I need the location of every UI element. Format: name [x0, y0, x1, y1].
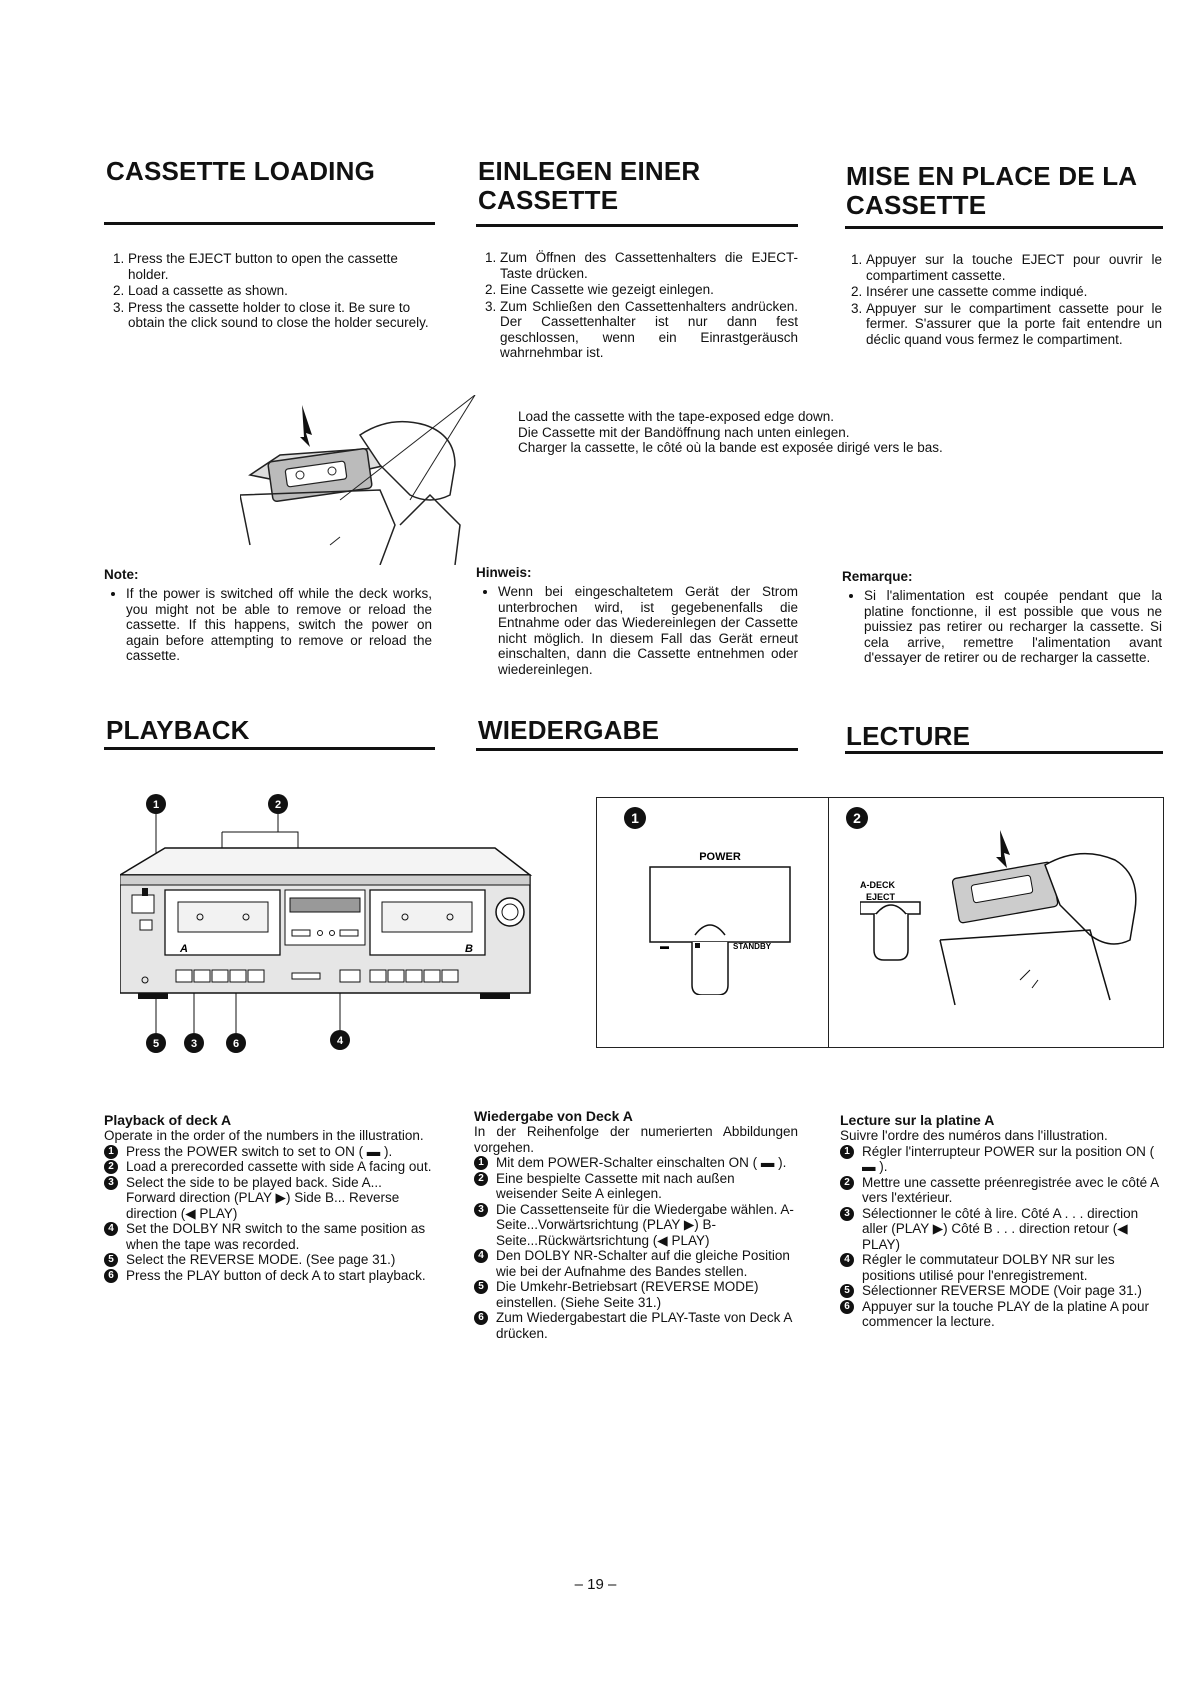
list-item: 3 Sélectionner le côté à lire. Côté A . . . direction aller (PLAY ▶) Côté B . . . direction retour (◀ PLAY) — [840, 1206, 1162, 1253]
svg-text:6: 6 — [232, 1038, 240, 1050]
list-item: 2. Load a cassette as shown. — [128, 283, 434, 299]
title-rule-en — [104, 222, 435, 225]
title-lecture: LECTURE — [846, 721, 971, 751]
deck-a-label: A — [180, 943, 188, 955]
callout-4-icon — [330, 1030, 350, 1050]
page-number: – 19 – — [574, 1576, 617, 1593]
panel-1-badge: 1 — [624, 807, 646, 829]
step-5-icon: 5 — [474, 1280, 488, 1294]
list-item: 3 Die Cassettenseite für die Wiedergabe wählen. A-Seite...Vorwärtsrichtung (PLAY ▶) B-Seite...Rückwärtsrichtung (◀ PLAY) — [474, 1202, 798, 1249]
list-item: 1 Régler l'interrupteur POWER sur la position ON ( ▬ ). — [840, 1144, 1162, 1175]
callout-3-icon — [184, 1033, 204, 1053]
list-item: 4 Den DOLBY NR-Schalter auf die gleiche Position wie bei der Aufnahme des Bandes stellen. — [474, 1248, 798, 1279]
title-einlegen-einer-cassette: EINLEGEN EINER CASSETTE — [478, 156, 701, 215]
finger-icon — [692, 942, 728, 995]
step-3-icon: 3 — [104, 1176, 118, 1190]
list-item: 1. Zum Öffnen des Cassettenhalters die EJECT-Taste drücken. — [500, 250, 798, 281]
down-arrow-icon — [996, 830, 1010, 868]
standby-label: STANDBY — [733, 942, 772, 951]
callout-2-icon — [268, 794, 288, 814]
caption-line-fr: Charger la cassette, le côté où la bande est exposée dirigé vers le bas. — [518, 440, 943, 455]
playback-fr — [840, 1112, 1162, 1330]
callout-1-icon — [146, 794, 166, 814]
panel-2-badge: 2 — [846, 807, 868, 829]
svg-text:1: 1 — [152, 799, 160, 811]
list-item: 4 Régler le commutateur DOLBY NR sur les positions utilisé pour l'enregistrement. — [840, 1252, 1162, 1283]
playback-en — [104, 1112, 432, 1283]
list-item: 5 Select the REVERSE MODE. (See page 31.) — [104, 1252, 432, 1268]
list-item: 2. Insérer une cassette comme indiqué. — [866, 284, 1162, 300]
step-4-icon: 4 — [474, 1249, 488, 1263]
title-rule-de — [476, 748, 798, 751]
svg-text:5: 5 — [152, 1038, 160, 1050]
playback-intro: Suivre l'ordre des numéros dans l'illustration. — [840, 1128, 1108, 1143]
loading-steps-fr — [842, 252, 1162, 348]
note-fr — [842, 569, 1162, 666]
list-item: 1. Appuyer sur la touche EJECT pour ouvrir le compartiment cassette. — [866, 252, 1162, 283]
loading-steps-en — [104, 251, 434, 332]
list-item: 3. Press the cassette holder to close it. Be sure to obtain the click sound to close the holder securely. — [128, 300, 434, 331]
a-deck-label: A-DECK — [860, 880, 895, 890]
list-item: 1 Press the POWER switch to set to ON ( ▬ ). — [104, 1144, 432, 1160]
caption-line-de: Die Cassette mit der Bandöffnung nach unten einlegen. — [518, 424, 850, 440]
step-3-icon: 3 — [474, 1203, 488, 1217]
title-rule-fr — [845, 751, 1163, 754]
list-item: 3. Zum Schließen den Cassettenhalters andrücken. Der Cassettenhalter ist nur dann fest geschlossen, wenn ein Einrastgeräusch wahrnehmbar ist. — [500, 299, 798, 361]
step-4-icon: 4 — [840, 1253, 854, 1267]
note-en — [104, 567, 432, 664]
playback-subheading: Lecture sur la platine A — [840, 1112, 995, 1128]
list-item: 5 Die Umkehr-Betriebsart (REVERSE MODE) einstellen. (Siehe Seite 31.) — [474, 1279, 798, 1310]
step-2-icon: 2 — [840, 1176, 854, 1190]
list-item: 4 Set the DOLBY NR switch to the same position as when the tape was recorded. — [104, 1221, 432, 1252]
power-switch-illustration — [640, 845, 800, 995]
level-knob-icon — [496, 898, 524, 926]
svg-text:4: 4 — [336, 1035, 344, 1047]
title-playback: PLAYBACK — [106, 715, 250, 745]
cassette-loading-illustration — [240, 395, 520, 565]
power-label: POWER — [699, 851, 741, 863]
list-item: 5 Sélectionner REVERSE MODE (Voir page 31.) — [840, 1283, 1162, 1299]
playback-de — [474, 1108, 798, 1341]
playback-subheading: Playback of deck A — [104, 1112, 232, 1128]
caption-line-en: Load the cassette with the tape-exposed edge down. — [518, 409, 834, 424]
list-item: 6 Zum Wiedergabestart die PLAY-Taste von Deck A drücken. — [474, 1310, 798, 1341]
finger-icon — [874, 914, 908, 960]
playback-subheading: Wiedergabe von Deck A — [474, 1108, 633, 1124]
illustration-caption — [518, 409, 1078, 456]
list-item: 3 Select the side to be played back. Side A... Forward direction (PLAY ▶) Side B... Reverse direction (◀ PLAY) — [104, 1175, 432, 1222]
eject-illustration — [860, 830, 1150, 1010]
playback-intro: In der Reihenfolge der numerierten Abbildungen vorgehen. — [474, 1124, 798, 1155]
step-6-icon: 6 — [104, 1269, 118, 1283]
list-item: 2 Load a prerecorded cassette with side A facing out. — [104, 1159, 432, 1175]
eject-label: EJECT — [866, 892, 896, 902]
svg-text:3: 3 — [190, 1038, 198, 1050]
list-item: 2. Eine Cassette wie gezeigt einlegen. — [500, 282, 798, 298]
step-1-icon: 1 — [840, 1145, 854, 1159]
note-heading: Remarque: — [842, 569, 913, 584]
note-text: • If the power is switched off while the deck works, you might not be able to remove or reload the cassette. If this happens, switch the power on again before attempting to remove or reload the cassette. — [126, 586, 432, 664]
list-item: 3. Appuyer sur le compartiment cassette pour le fermer. S'assurer que la porte fait entendre un déclic quand vous fermez le compartiment. — [866, 301, 1162, 348]
callout-6-icon — [226, 1033, 246, 1053]
list-item: 6 Appuyer sur la touche PLAY de la platine A pour commencer la lecture. — [840, 1299, 1162, 1330]
svg-text:2: 2 — [274, 799, 282, 811]
step-2-icon: 2 — [474, 1172, 488, 1186]
loading-steps-de — [476, 250, 798, 362]
list-item: 2 Mettre une cassette préenregistrée avec le côté A vers l'extérieur. — [840, 1175, 1162, 1206]
list-item: 1 Mit dem POWER-Schalter einschalten ON ( ▬ ). — [474, 1155, 798, 1171]
list-item: 1. Press the EJECT button to open the cassette holder. — [128, 251, 434, 282]
title-rule-en — [104, 747, 435, 750]
step-5-icon: 5 — [104, 1253, 118, 1267]
title-cassette-loading: CASSETTE LOADING — [106, 156, 375, 186]
title-rule-de — [476, 224, 798, 227]
step-2-icon: 2 — [104, 1160, 118, 1174]
note-heading: Hinweis: — [476, 565, 532, 580]
deck-b-label: B — [465, 943, 473, 955]
title-rule-fr — [845, 226, 1163, 229]
cassette-deck-illustration — [120, 790, 560, 1060]
svg-text:▬: ▬ — [660, 941, 669, 951]
step-6-icon: 6 — [474, 1311, 488, 1325]
step-1-icon: 1 — [104, 1145, 118, 1159]
playback-intro: Operate in the order of the numbers in the illustration. — [104, 1128, 424, 1143]
step-3-icon: 3 — [840, 1207, 854, 1221]
step-6-icon: 6 — [840, 1300, 854, 1314]
note-text: • Si l'alimentation est coupée pendant que la platine fonctionne, il est possible que vous ne puissiez pas retirer ou recharger la cassette. Si cela arrive, remettre l'alimentation avant d'essayer de retirer ou de recharger la cassette. — [864, 588, 1162, 666]
note-de — [476, 565, 798, 677]
callout-5-icon — [146, 1033, 166, 1053]
note-heading: Note: — [104, 567, 139, 582]
step-5-icon: 5 — [840, 1284, 854, 1298]
list-item: 6 Press the PLAY button of deck A to start playback. — [104, 1268, 432, 1284]
note-text: • Wenn bei eingeschaltetem Gerät der Strom unterbrochen wird, ist gegebenenfalls die Entnahme oder das Wiedereinlegen der Cassette nicht möglich. In diesem Fall das Gerät erneut einschalten, dann die Cassette entnehmen oder wiedereinlegen. — [498, 584, 798, 677]
step-4-icon: 4 — [104, 1222, 118, 1236]
title-mise-en-place: MISE EN PLACE DE LA CASSETTE — [846, 161, 1137, 220]
title-wiedergabe: WIEDERGABE — [478, 715, 660, 745]
step-1-icon: 1 — [474, 1156, 488, 1170]
list-item: 2 Eine bespielte Cassette mit nach außen weisender Seite A einlegen. — [474, 1171, 798, 1202]
down-arrow-icon — [300, 405, 312, 447]
